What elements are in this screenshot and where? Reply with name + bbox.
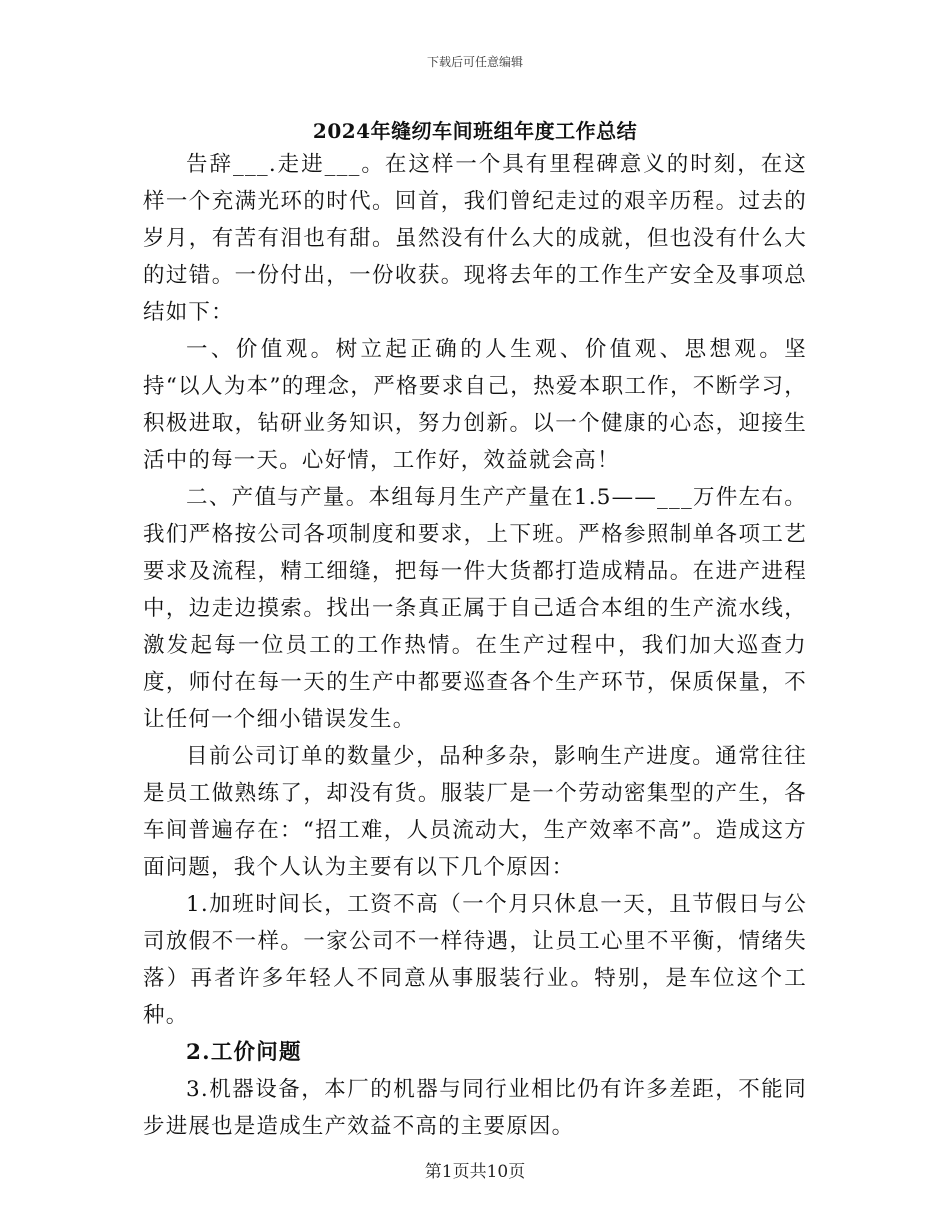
document-title: 2024年缝纫车间班组年度工作总结 xyxy=(312,119,638,143)
paragraph-reason-1: 1.加班时间长，工资不高（一个月只休息一天，且节假日与公司放假不一样。一家公司不一样待遇，让员工心里不平衡，情绪失落）再者许多年轻人不同意从事服装行业。特别，是车位这个工种。 xyxy=(143,892,807,1028)
paragraph-intro: 告辞___.走进___。在这样一个具有里程碑意义的时刻，在这样一个充满光环的时代。回首，我们曾纪走过的艰辛历程。过去的岁月，有苦有泪也有甜。虽然没有什么大的成就，但也没有什么大的过错。一份付出，一份收获。现将去年的工作生产安全及事项总结如下： xyxy=(143,152,807,325)
header-note: 下载后可任意编辑 xyxy=(426,55,523,69)
document-body xyxy=(143,146,807,1145)
paragraph-reason-3: 3.机器设备，本厂的机器与同行业相比仍有许多差距，不能同步进展也是造成生产效益不高的主要原因。 xyxy=(143,1077,807,1139)
paragraph-output: 二、产值与产量。本组每月生产产量在1.5——___万件左右。我们严格按公司各项制度和要求，上下班。严格参照制单各项工艺要求及流程，精工细缝，把每一件大货都打造成精品。在进产进程中，边走边摸索。找出一条真正属于自己适合本组的生产流水线，激发起每一位员工的工作热情。在生产过程中，我们加大巡查力度，师付在每一天的生产中都要巡查各个生产环节，保质保量，不让任何一个细小错误发生。 xyxy=(143,485,807,732)
page-number: 第1页共10页 xyxy=(424,1162,526,1182)
paragraph-reason-2-heading: 2.工价问题 xyxy=(186,1040,302,1065)
paragraph-problems: 目前公司订单的数量少，品种多杂，影响生产进度。通常往往是员工做熟练了，却没有货。服装厂是一个劳动密集型的产生，各车间普遍存在：“招工难，人员流动大，生产效率不高”。造成这方面问题，我个人认为主要有以下几个原因： xyxy=(143,744,807,880)
paragraph-values: 一、价值观。树立起正确的人生观、价值观、思想观。坚持“以人为本”的理念，严格要求自己，热爱本职工作，不断学习，积极进取，钻研业务知识，努力创新。以一个健康的心态，迎接生活中的每一天。心好情，工作好，效益就会高！ xyxy=(143,337,807,473)
